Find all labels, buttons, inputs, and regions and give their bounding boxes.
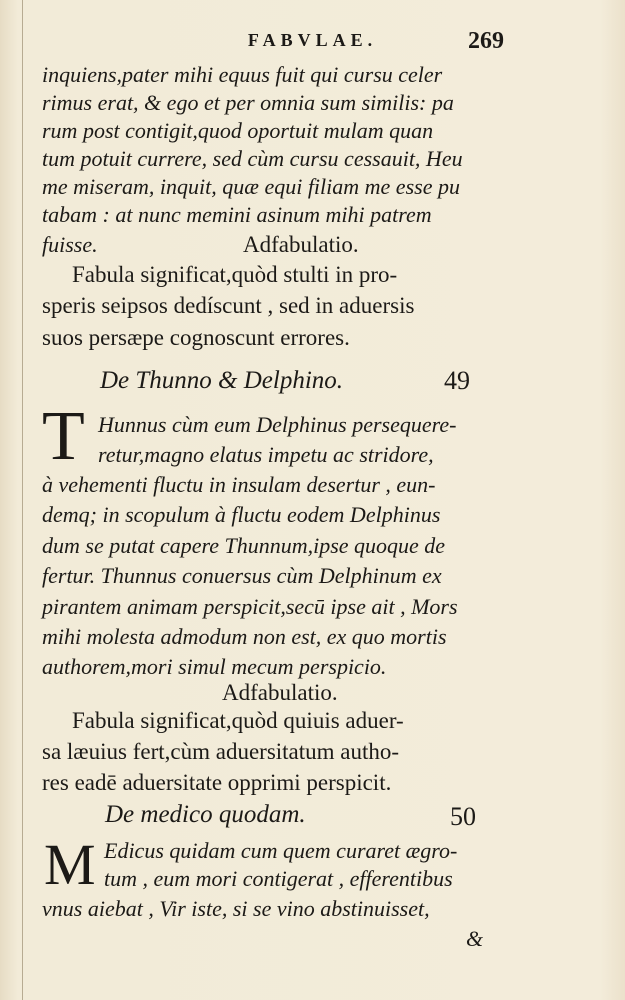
text-line: demq; in scopulum à fluctu eodem Delphinus [42, 502, 441, 527]
text-line: retur,magno elatus impetu ac stridore, [98, 442, 434, 467]
text-line: tabam : at nunc memini asinum mihi patrem [42, 202, 432, 227]
adfabulatio-heading: Adfabulatio. [222, 680, 338, 705]
text-line: tum potuit currere, sed cùm cursu cessauit, Heu [42, 146, 463, 171]
fable-title: De Thunno & Delphino. [100, 367, 344, 394]
text-line: me miseram, inquit, quæ equi filiam me esse pu [42, 174, 460, 199]
text-line: tum , eum mori contigerat , efferentibus [104, 866, 453, 891]
text-line: pirantem animam perspicit,secū ipse ait , Mors [42, 594, 458, 619]
text-line: Hunnus cùm eum Delphinus persequere- [98, 412, 457, 437]
text-line: authorem,mori simul mecum perspicio. [42, 654, 387, 679]
drop-cap: T [42, 398, 85, 475]
fable-title: De medico quodam. [105, 801, 306, 828]
catchword: & [466, 926, 484, 951]
moral-line: res eadē aduersitate opprimi perspicit. [42, 770, 392, 795]
moral-line: suos persæpe cognoscunt errores. [42, 325, 350, 350]
page-number: 269 [468, 28, 504, 54]
text-line: rum post contigit,quod oportuit mulam quan [42, 118, 434, 143]
text-line: à vehementi fluctu in insulam desertur , eun- [42, 472, 436, 497]
adfabulatio-heading: Adfabulatio. [243, 232, 359, 257]
page-gutter-edge [22, 0, 23, 1000]
text-line: fuisse. [42, 232, 98, 257]
fable-number: 50 [450, 802, 476, 831]
moral-line: Fabula significat,quòd stulti in pro- [72, 262, 398, 287]
text-line: inquiens,pater mihi equus fuit qui cursu celer [42, 62, 443, 87]
moral-line: Fabula significat,quòd quiuis aduer- [72, 708, 404, 733]
text-line: mihi molesta admodum non est, ex quo mortis [42, 624, 447, 649]
text-line: vnus aiebat , Vir iste, si se vino abstinuisset, [42, 896, 430, 921]
drop-cap: M [44, 832, 96, 897]
text-line: fertur. Thunnus conuersus cùm Delphinum ex [42, 563, 442, 588]
running-title: FABVLAE. [247, 30, 378, 50]
text-line: Edicus quidam cum quem curaret ægro- [104, 838, 458, 863]
moral-line: speris seipsos dedíscunt , sed in aduersis [42, 293, 415, 318]
moral-line: sa læuius fert,cùm aduersitatum autho- [42, 739, 400, 764]
text-line: dum se putat capere Thunnum,ipse quoque de [42, 533, 446, 558]
fable-number: 49 [444, 366, 470, 395]
text-line: rimus erat, & ego et per omnia sum similis: pa [42, 90, 454, 115]
